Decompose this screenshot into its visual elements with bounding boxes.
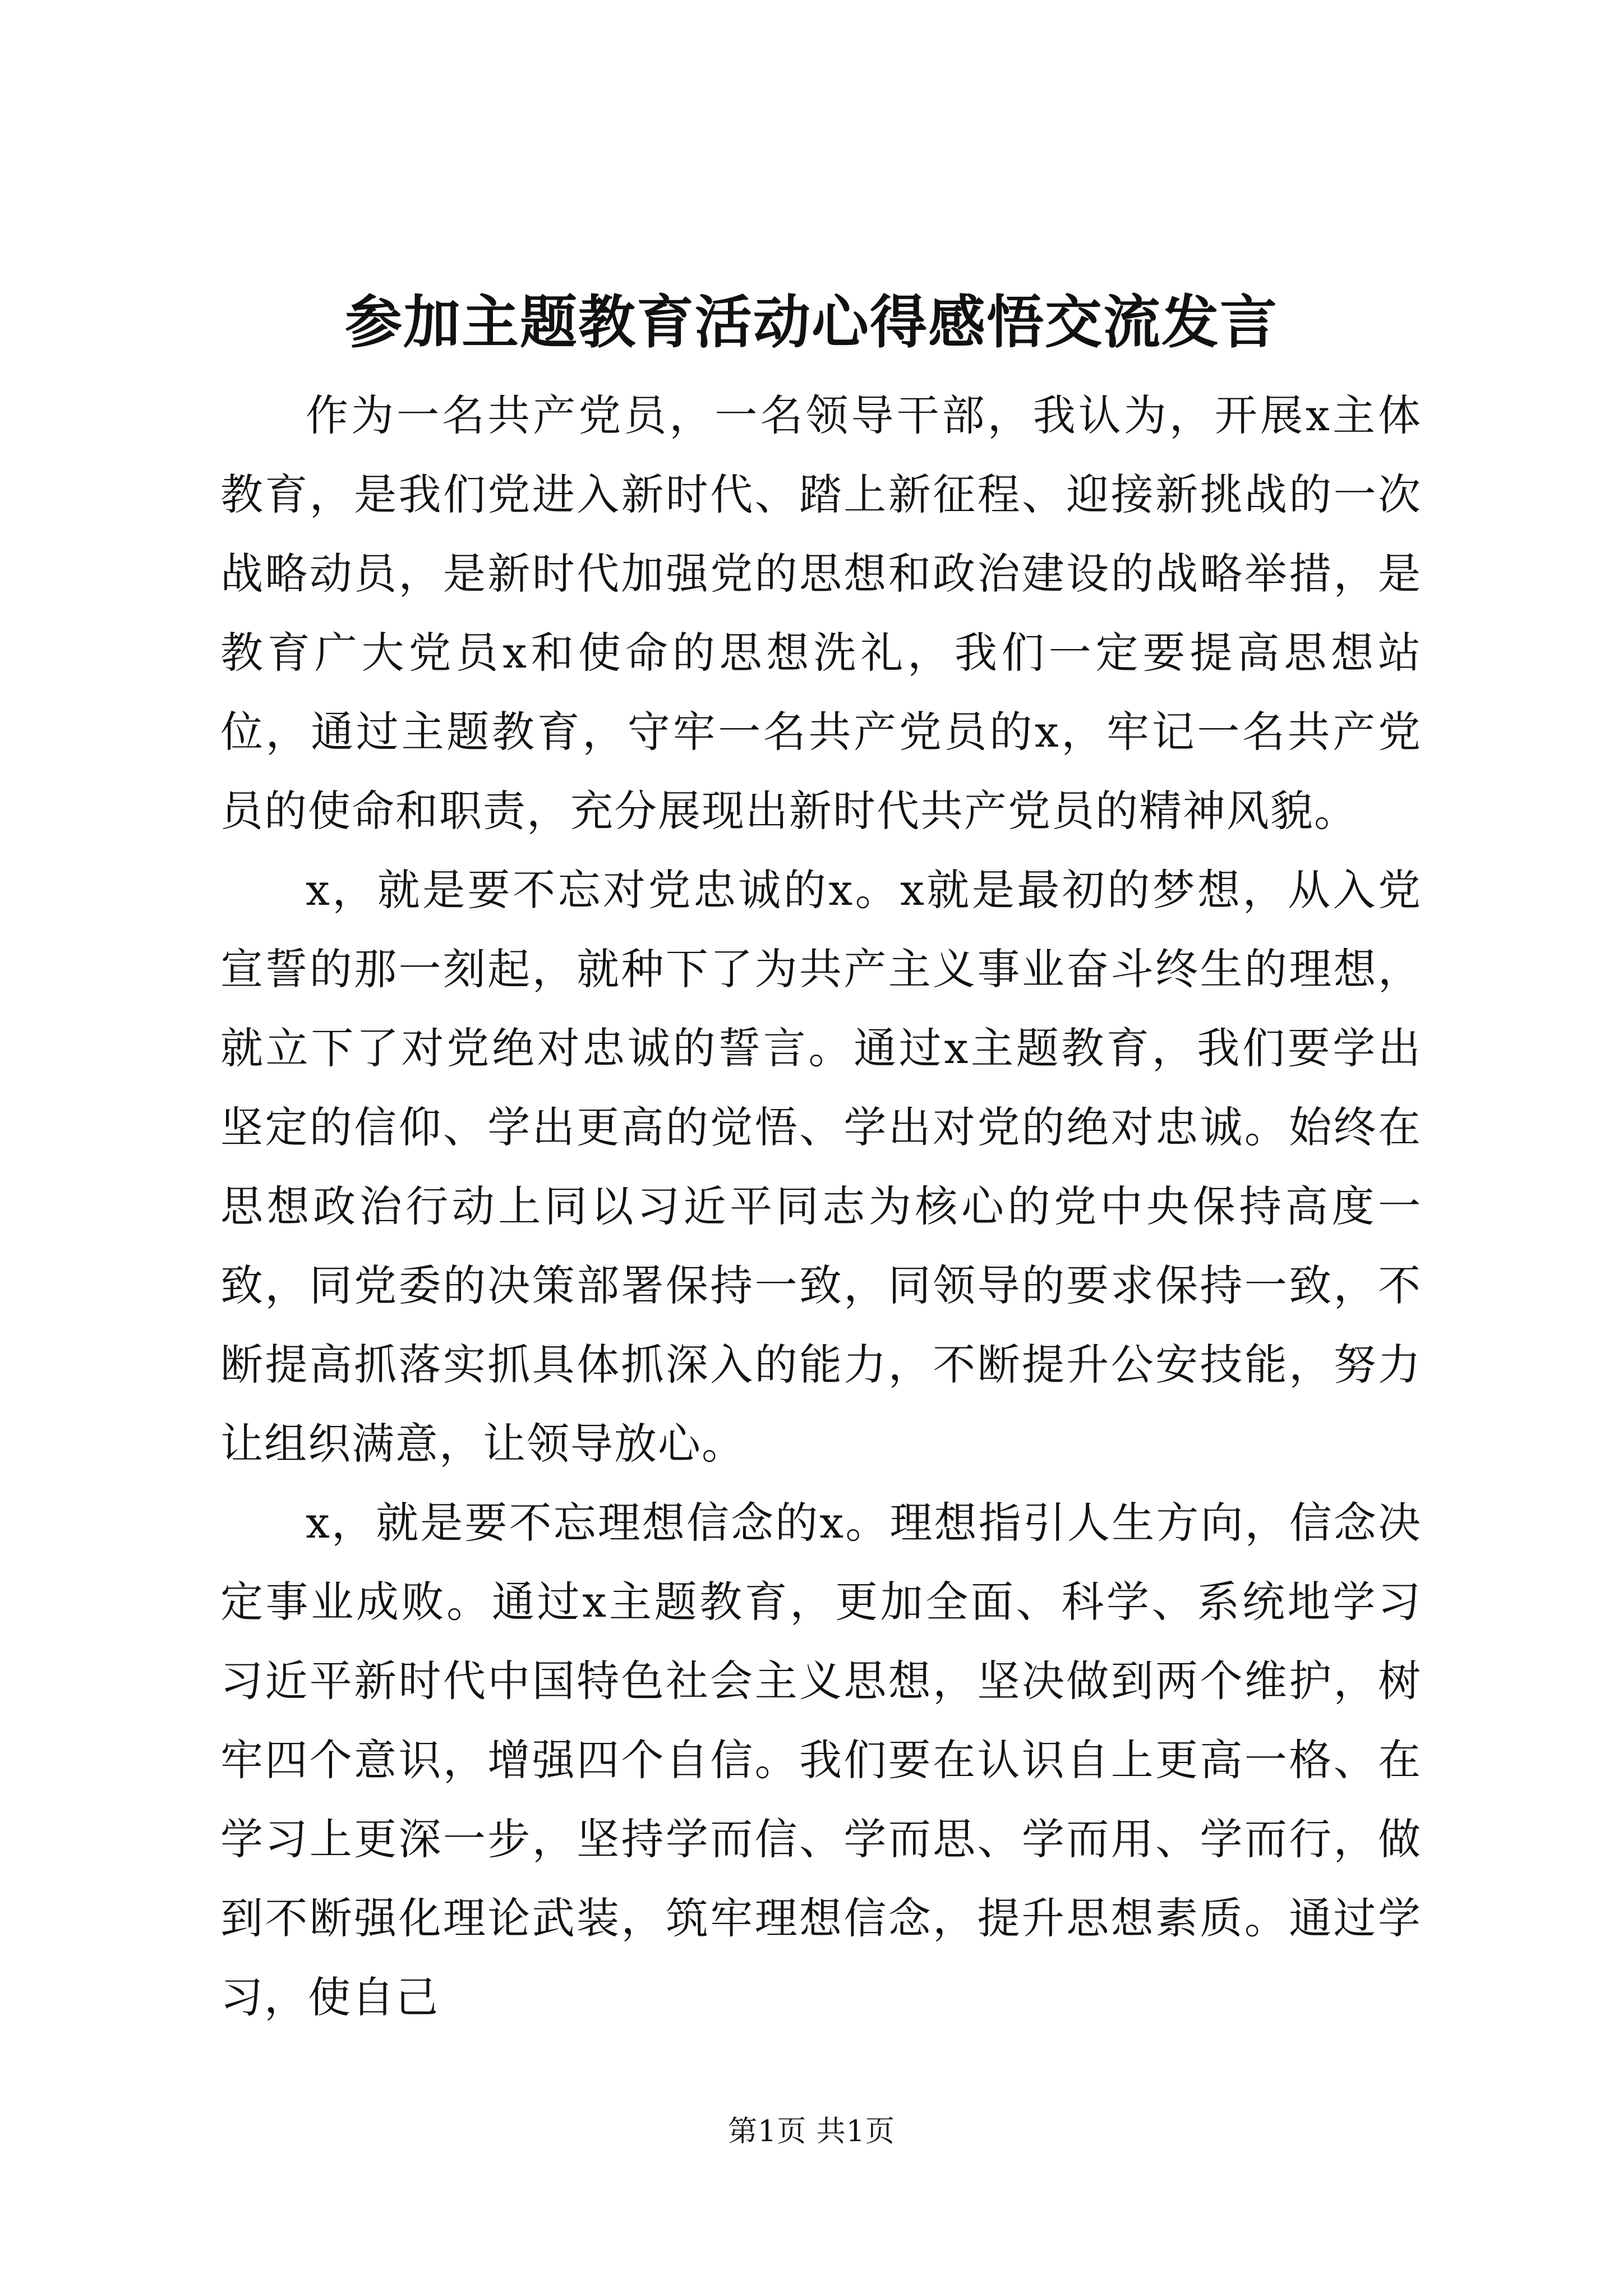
paragraph-1: 作为一名共产党员，一名领导干部，我认为，开展x主体教育，是我们党进入新时代、踏上新征程、迎接新挑战的一次战略动员，是新时代加强党的思想和政治建设的战略举措，是教育广大党员x和使命的思想洗礼，我们一定要提高思想站位，通过主题教育，守牢一名共产党员的x，牢记一名共产党员的使命和职责，充分展现出新时代共产党员的精神风貌。 bbox=[220, 390, 1422, 836]
document-body bbox=[220, 376, 1422, 2037]
paragraph-2: x，就是要不忘对党忠诚的x。x就是最初的梦想，从入党宣誓的那一刻起，就种下了为共产主义事业奋斗终生的理想，就立下了对党绝对忠诚的誓言。通过x主题教育，我们要学出坚定的信仰、学出更高的觉悟、学出对党的绝对忠诚。始终在思想政治行动上同以习近平同志为核心的党中央保持高度一致，同党委的决策部署保持一致，同领导的要求保持一致，不断提高抓落实抓具体抓深入的能力，不断提升公安技能，努力让组织满意，让领导放心。 bbox=[220, 865, 1422, 1469]
document-title: 参加主题教育活动心得感悟交流发言 bbox=[345, 289, 1278, 356]
paragraph-3: x，就是要不忘理想信念的x。理想指引人生方向，信念决定事业成败。通过x主题教育，更加全面、科学、系统地学习习近平新时代中国特色社会主义思想，坚决做到两个维护，树牢四个意识，增强四个自信。我们要在认识自上更高一格、在学习上更深一步，坚持学而信、学而思、学而用、学而行，做到不断强化理论武装，筑牢理想信念，提升思想素质。通过学习，使自己 bbox=[220, 1498, 1422, 2022]
page-footer: 第1页 共1页 bbox=[728, 2115, 895, 2148]
